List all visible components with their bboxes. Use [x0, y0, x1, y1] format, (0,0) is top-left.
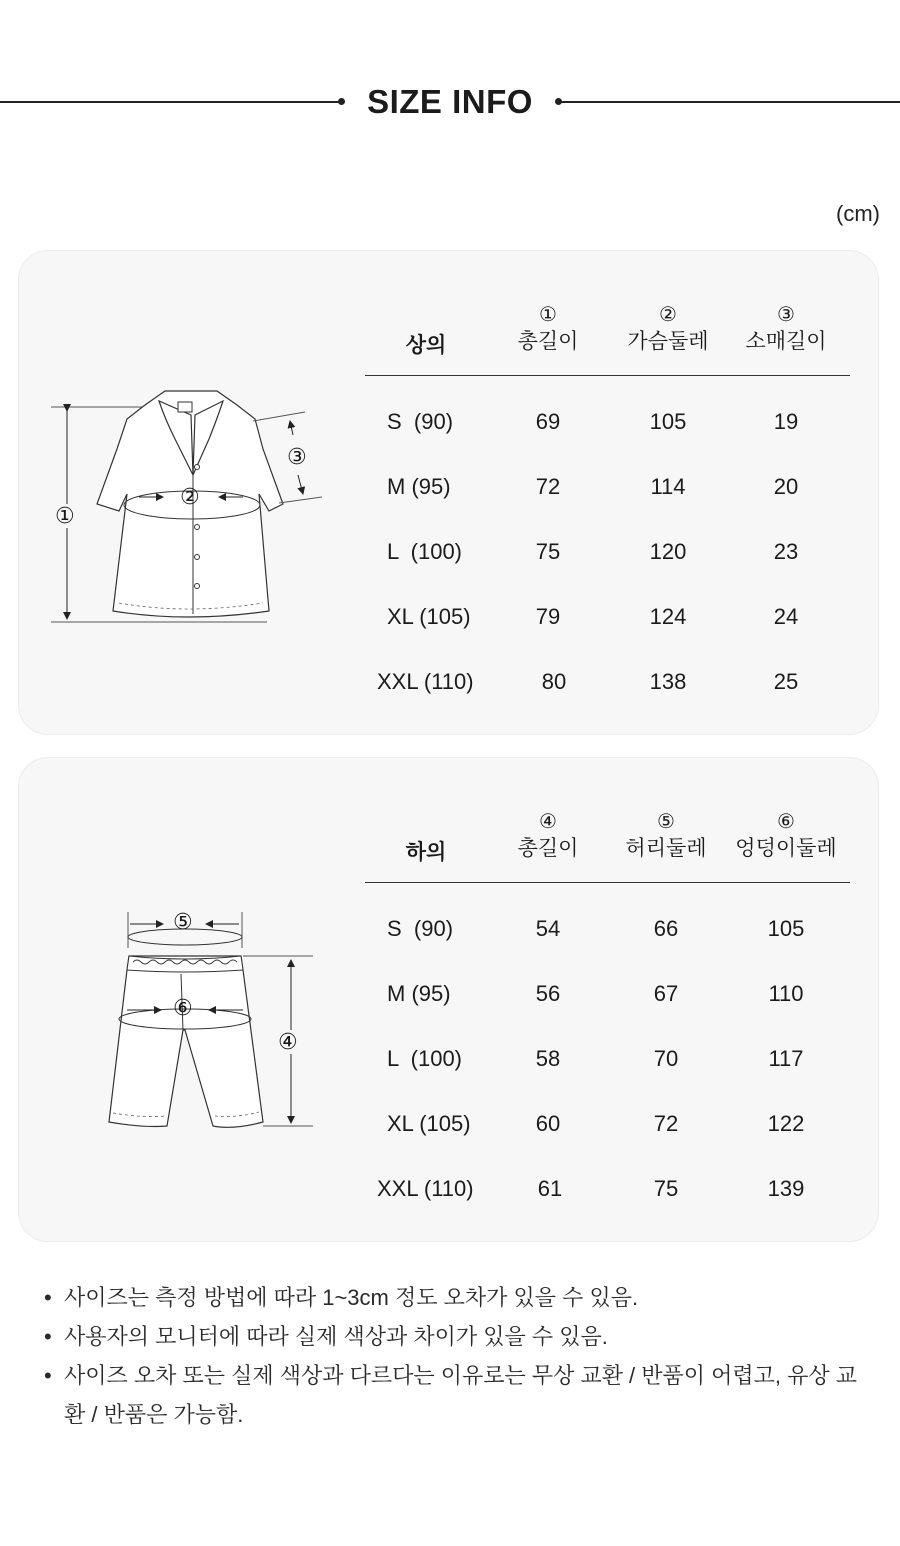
- table-row: XXL (110) 80 138 25: [377, 669, 799, 694]
- shorts-illustration: [103, 908, 333, 1148]
- header-cell: ④ 총길이: [517, 811, 579, 860]
- top-size-table: [365, 251, 850, 714]
- table-row: L (100) 75 120 23: [387, 539, 799, 564]
- table-header: [365, 758, 850, 883]
- table-row: L (100) 58 70 117: [387, 1046, 804, 1071]
- note-item: • 사이즈는 측정 방법에 따라 1~3cm 정도 오차가 있을 수 있음.: [44, 1278, 864, 1317]
- marker-hip: ⑥: [173, 995, 193, 1020]
- table-row: XL (105) 60 72 122: [387, 1111, 805, 1136]
- shirt-illustration: [47, 379, 327, 629]
- marker-bottom-length: ④: [278, 1029, 298, 1054]
- header-cell: ⑥ 엉덩이둘레: [735, 811, 837, 860]
- marker-waist: ⑤: [173, 909, 193, 934]
- table-row: S (90) 69 105 19: [387, 409, 799, 434]
- table-header: [365, 251, 850, 376]
- header-cell: ③ 소매길이: [745, 304, 827, 353]
- marker-sleeve: ③: [287, 444, 307, 469]
- marker-total-length: ①: [55, 503, 75, 528]
- bottom-size-table: [365, 758, 850, 1221]
- table-row: S (90) 54 66 105: [387, 916, 805, 941]
- top-size-panel: [18, 250, 879, 735]
- header-cell: ① 총길이: [517, 304, 579, 353]
- header-cell: ② 가슴둘레: [627, 304, 709, 353]
- page-title: SIZE INFO: [367, 83, 533, 120]
- header-cell: ⑤ 허리둘레: [625, 811, 707, 860]
- title-divider-right: [557, 101, 900, 103]
- bottom-size-panel: [18, 757, 879, 1242]
- table-row: XXL (110) 61 75 139: [377, 1176, 805, 1201]
- table-row: M (95) 56 67 110: [387, 981, 804, 1006]
- header-cell: 하의: [405, 841, 447, 864]
- size-notes: [44, 1278, 864, 1434]
- note-item: • 사용자의 모니터에 따라 실제 색상과 차이가 있을 수 있음.: [44, 1317, 864, 1356]
- note-item: • 사이즈 오차 또는 실제 색상과 다르다는 이유로는 무상 교환 / 반품이 어렵고, 유상 교환 / 반품은 가능함.: [44, 1356, 864, 1434]
- unit-label: (cm): [836, 201, 880, 226]
- section-title: [0, 82, 900, 122]
- marker-chest: ②: [180, 484, 200, 509]
- table-row: XL (105) 79 124 24: [387, 604, 799, 629]
- header-cell: 상의: [405, 334, 447, 357]
- table-row: M (95) 72 114 20: [387, 474, 799, 499]
